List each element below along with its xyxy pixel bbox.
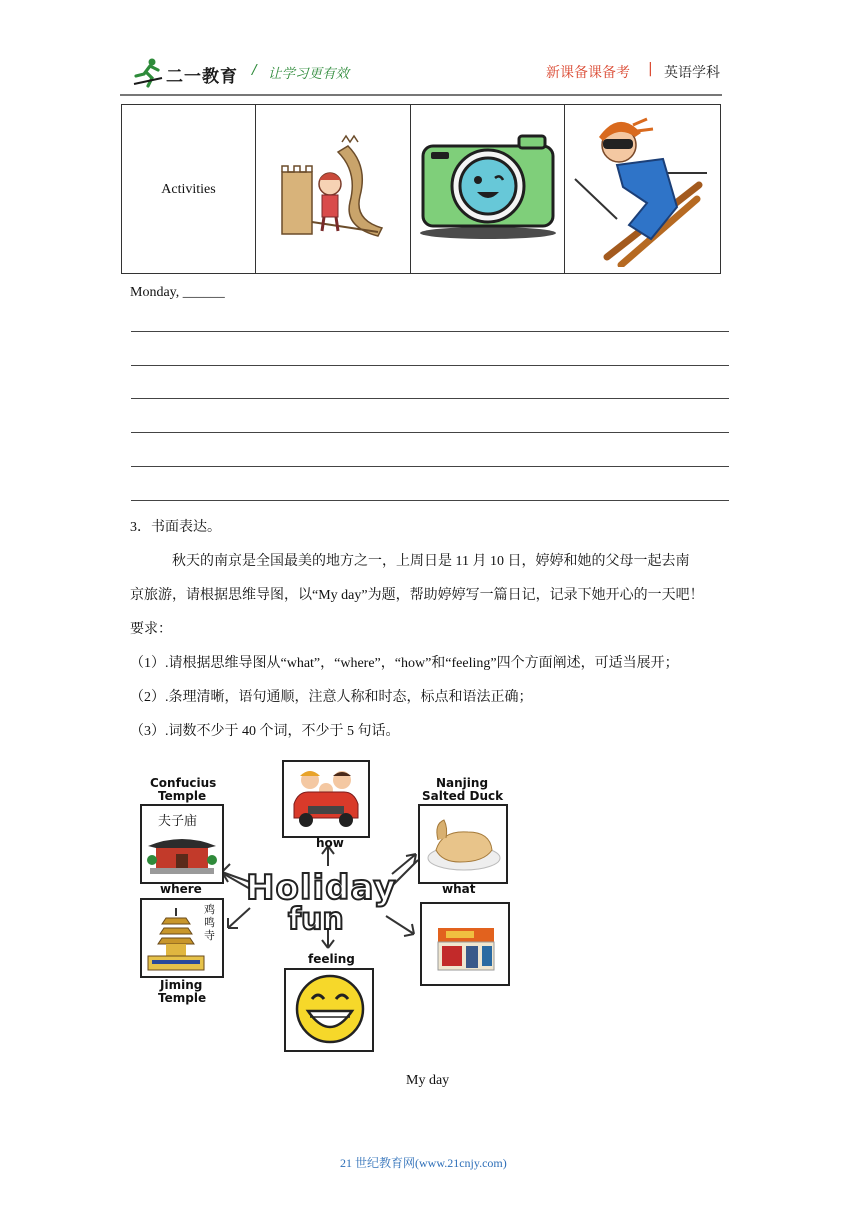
writing-line[interactable] xyxy=(131,432,729,433)
skiing-cell xyxy=(565,105,721,274)
logo-runner-icon xyxy=(132,56,164,88)
shop-box xyxy=(420,902,510,986)
how-label: how xyxy=(316,836,344,850)
salted-duck-image xyxy=(424,814,502,874)
confucius-temple-image xyxy=(146,830,218,878)
requirement-3: （3）.词数不少于 40 个词，不少于 5 句话。 xyxy=(130,724,400,739)
writing-line[interactable] xyxy=(131,331,729,332)
activities-label: Activities xyxy=(161,182,216,197)
footer: 21 世纪教育网(www.21cnjy.com) xyxy=(340,1156,507,1170)
duck-caption-line-2: Salted Duck xyxy=(422,789,504,803)
feeling-label: feeling xyxy=(308,952,355,966)
requirements-label: 要求： xyxy=(130,622,172,637)
activities-table xyxy=(121,104,721,274)
camera-image xyxy=(417,132,559,242)
logo-text: 二一教育 xyxy=(166,67,238,87)
writing-line[interactable] xyxy=(131,365,729,366)
mind-map-center-title-line-2: fun xyxy=(288,902,344,937)
writing-line[interactable] xyxy=(131,398,729,399)
duck-caption-line-1: Nanjing xyxy=(436,776,489,790)
section-3-heading: 3．书面表达。 xyxy=(130,520,221,535)
salted-duck-box xyxy=(418,804,508,884)
family-car-image xyxy=(290,766,362,832)
essay-title: My day xyxy=(406,1073,450,1088)
confucius-temple-box xyxy=(140,804,224,884)
jiming-temple-caption-line-1: Jiming xyxy=(160,978,203,992)
section-3-paragraph-line-1: 秋天的南京是全国最美的地方之一，上周日是 11 月 10 日，婷婷和她的父母一起去南 xyxy=(172,554,690,569)
requirement-1: （1）.请根据思维导图从“what”，“where”，“how”和“feeling”四个方面阐述，可适当展开； xyxy=(130,656,679,671)
slogan-separator: / xyxy=(252,62,257,78)
header-course-text: 新课备课备考 xyxy=(546,65,630,81)
shop-image xyxy=(436,924,496,972)
requirement-2: （2）.条理清晰，语句通顺，注意人称和时态，标点和语法正确； xyxy=(130,690,533,705)
family-car-box xyxy=(282,760,370,838)
camera-cell xyxy=(411,105,565,274)
header-subject: 英语学科 xyxy=(664,65,720,81)
jiming-temple-chinese-label: 鸡鸣寺 xyxy=(204,904,215,942)
jiming-temple-image xyxy=(146,906,206,972)
where-label: where xyxy=(160,882,202,896)
smiley-box xyxy=(284,968,374,1052)
slogan: 让学习更有效 xyxy=(268,66,349,82)
header xyxy=(0,0,860,100)
jiming-temple-box xyxy=(140,898,224,978)
writing-line[interactable] xyxy=(131,466,729,467)
writing-line[interactable] xyxy=(131,500,729,501)
great-wall-climbing-image xyxy=(278,132,388,242)
mind-map-center-title-line-1: Holiday xyxy=(246,868,397,908)
header-separator: | xyxy=(648,61,653,77)
confucius-temple-caption-line-1: Confucius xyxy=(150,776,217,790)
great-wall-cell xyxy=(256,105,411,274)
confucius-temple-caption-line-2: Temple xyxy=(158,789,207,803)
diary-date-line: Monday, ______ xyxy=(130,285,225,300)
activities-label-cell xyxy=(122,105,256,274)
header-divider xyxy=(120,94,722,96)
confucius-temple-chinese-label: 夫子庙 xyxy=(158,813,198,828)
skiing-boy-image xyxy=(573,107,713,267)
smiley-face-icon xyxy=(294,973,366,1045)
what-label: what xyxy=(442,882,476,896)
mind-map xyxy=(130,756,520,1056)
section-3-paragraph-line-2: 京旅游，请根据思维导图，以“My day”为题，帮助婷婷写一篇日记，记录下她开心的一天吧！ xyxy=(130,588,704,603)
jiming-temple-caption-line-2: Temple xyxy=(158,991,207,1005)
table-row xyxy=(122,105,721,274)
